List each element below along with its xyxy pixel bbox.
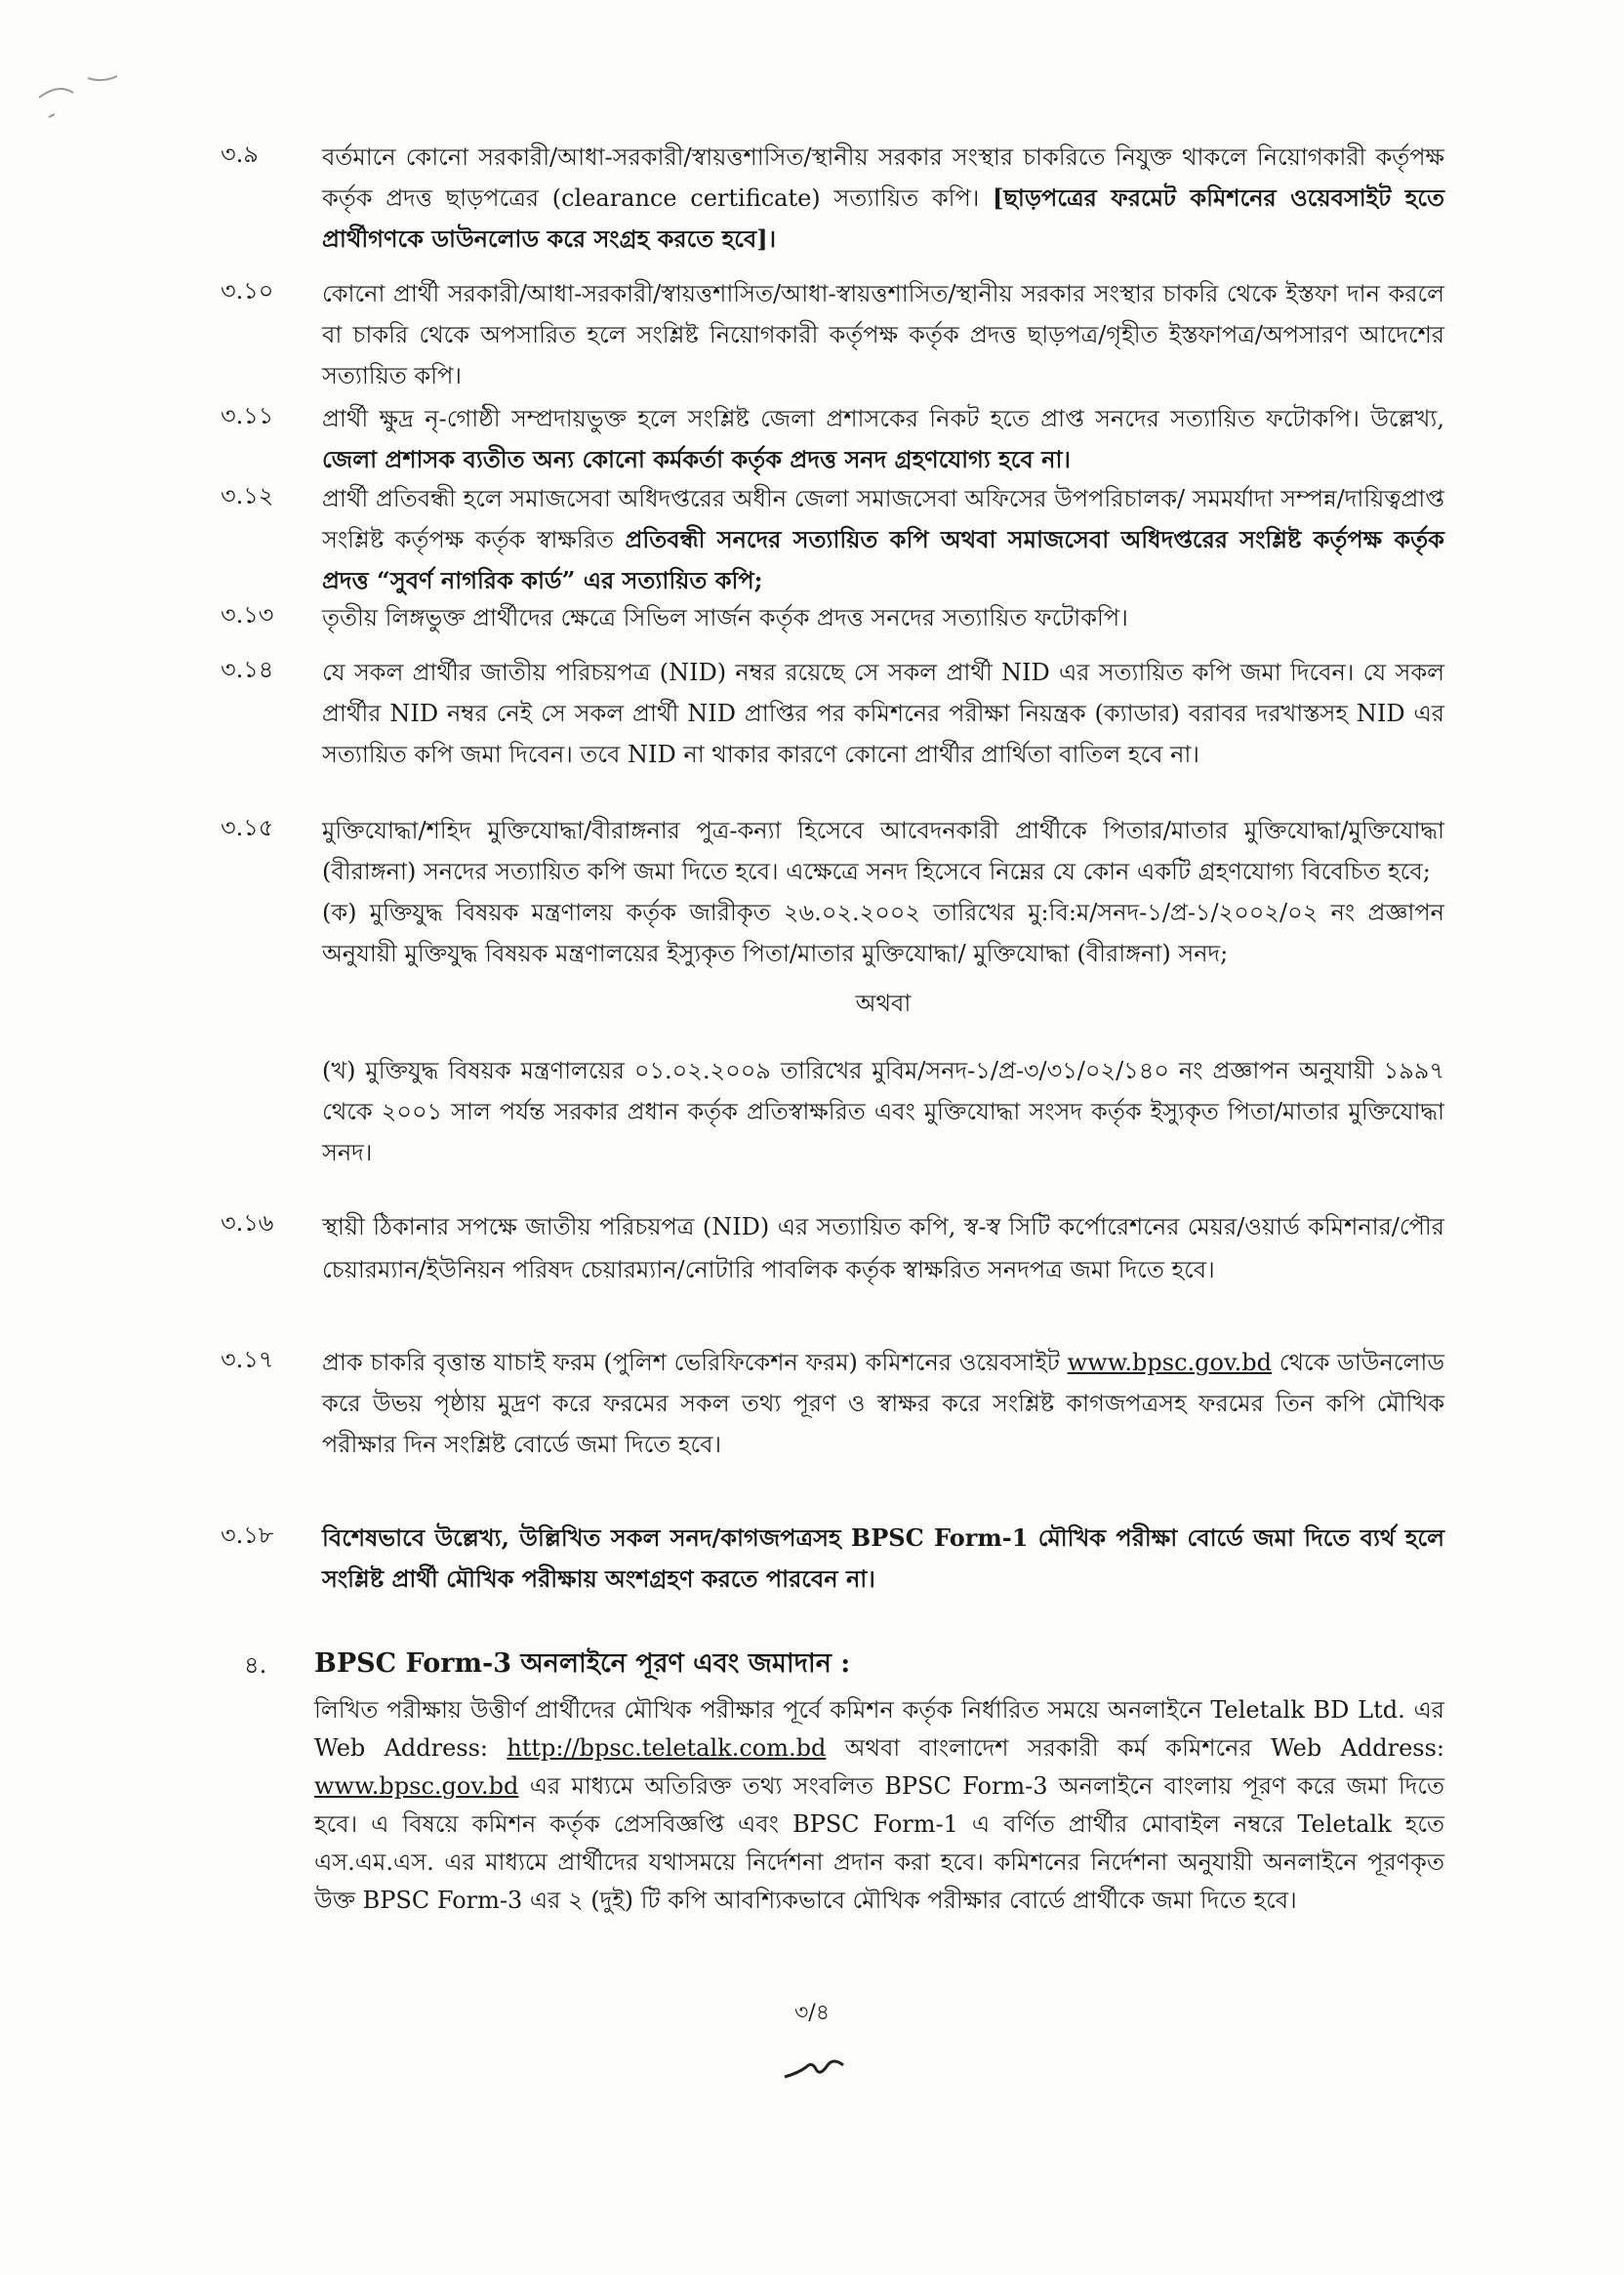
section-text: লিখিত পরীক্ষায় উত্তীর্ণ প্রার্থীদের মৌখিক পরীক্ষার পূর্বে কমিশন কর্তৃক নির্ধারিত সময়ে অনলাইনে Teletalk BD Ltd. এর Web Address:: [314, 1696, 1444, 1762]
item-text: বিশেষভাবে উল্লেখ্য, উল্লিখিত সকল সনদ/কাগজপত্রসহ BPSC Form-1 মৌখিক পরীক্ষা বোর্ডে জমা দিতে ব্যর্থ হলে সংশ্লিষ্ট প্রার্থী মৌখিক পরীক্ষায় অংশগ্রহণ করতে পারবেন না।: [322, 1523, 1444, 1593]
bpsc-link[interactable]: www.bpsc.gov.bd: [314, 1772, 519, 1800]
item-3-12: [221, 478, 1444, 601]
item-text: [322, 398, 1444, 480]
item-text: স্থায়ী ঠিকানার সপক্ষে জাতীয় পরিচয়পত্র (NID) এর সত্যায়িত কপি, স্ব-স্ব সিটি কর্পোরেশনের মেয়র/ওয়ার্ড কমিশনার/পৌর চেয়ারম্যান/ইউনিয়ন পরিষদ চেয়ারম্যান/নোটারি পাবলিক কর্তৃক স্বাক্ষরিত সনদপত্র জমা দিতে হবে।: [322, 1213, 1444, 1283]
item-number: ৩.১৭: [221, 1346, 274, 1373]
section-body: [314, 1691, 1444, 1920]
item-3-11: [221, 398, 1444, 480]
section-text: অথবা বাংলাদেশ সরকারী কর্ম কমিশনের Web Address:: [826, 1734, 1444, 1762]
item-text: মুক্তিযোদ্ধা/শহিদ মুক্তিযোদ্ধা/বীরাঙ্গনার পুত্র-কন্যা হিসেবে আবেদনকারী প্রার্থীকে পিতার/মাতার মুক্তিযোদ্ধা/মুক্তিযোদ্ধা (বীরাঙ্গনা) সনদের সত্যায়িত কপি জমা দিতে হবে। এক্ষেত্রে সনদ হিসেবে নিম্নের যে কোন একটি গ্রহণযোগ্য বিবেচিত হবে;: [322, 817, 1444, 885]
item-3-16: [221, 1205, 1444, 1291]
item-3-18: [221, 1518, 1444, 1600]
item-text: তৃতীয় লিঙ্গভুক্ত প্রার্থীদের ক্ষেত্রে সিভিল সার্জন কর্তৃক প্রদত্ত সনদের সত্যায়িত ফটোকপি।: [322, 604, 1128, 631]
website-link[interactable]: www.bpsc.gov.bd: [1067, 1349, 1273, 1376]
item-number: ৩.১৫: [221, 814, 274, 841]
page-number: ৩/৪: [794, 2001, 830, 2025]
item-text: [322, 1342, 1444, 1465]
section-title: BPSC Form-3 অনলাইনে পূরণ এবং জমাদান :: [314, 1648, 851, 1679]
item-text-bold: জেলা প্রশাসক ব্যতীত অন্য কোনো কর্মকর্তা কর্তৃক প্রদত্ত সনদ গ্রহণযোগ্য হবে না।: [322, 445, 1072, 473]
item-text-part: প্রাক চাকরি বৃত্তান্ত যাচাই ফরম (পুলিশ ভেরিফিকেশন ফরম) কমিশনের ওয়েবসাইট: [322, 1349, 1068, 1376]
item-3-13: [221, 597, 1444, 638]
item-text: [322, 137, 1444, 260]
item-number: ৩.১৪: [221, 656, 274, 683]
item-text-part: প্রার্থী প্রতিবন্ধী হলে সমাজসেবা অধিদপ্তরের অধীন জেলা সমাজসেবা অফিসের উপপরিচালক/ সমমর্যাদা সম্পন্ন/দায়িত্বপ্রাপ্ত সংশ্লিষ্ট কর্তৃপক্ষ কর্তৃক স্বাক্ষরিত: [322, 485, 1444, 553]
item-number: ৩.১৩: [221, 601, 274, 629]
section-text: এর মাধ্যমে অতিরিক্ত তথ্য সংবলিত BPSC Form-3 অনলাইনে বাংলায় পূরণ করে জমা দিতে হবে। এ বিষয়ে কমিশন কর্তৃক প্রেসবিজ্ঞপ্তি এবং BPSC Form-1 এ বর্ণিত প্রার্থীর মোবাইল নম্বরে Teletalk হতে এস.এম.এস. এর মাধ্যমে প্রার্থীদের যথাসময়ে নির্দেশনা প্রদান করা হবে। কমিশনের নির্দেশনা অনুযায়ী অনলাইনে পূরণকৃত উক্ত BPSC Form-3 এর ২ (দুই) টি কপি আবশ্যিকভাবে মৌখিক পরীক্ষার বোর্ডে প্রার্থীকে জমা দিতে হবে।: [314, 1772, 1444, 1914]
item-3-10: [221, 273, 1444, 396]
item-text: যে সকল প্রার্থীর জাতীয় পরিচয়পত্র (NID) নম্বর রয়েছে সে সকল প্রার্থী NID এর সত্যায়িত কপি জমা দিবেন। যে সকল প্রার্থীর NID নম্বর নেই সে সকল প্রার্থী NID প্রাপ্তির পর কমিশনের পরীক্ষা নিয়ন্ত্রক (ক্যাডার) বরাবর দরখাস্তসহ NID এর সত্যায়িত কপি জমা দিবেন। তবে NID না থাকার কারণে কোনো প্রার্থীর প্রার্থিতা বাতিল হবে না।: [322, 659, 1444, 768]
item-number: ৩.১১: [221, 402, 274, 429]
item-sub-b: (খ) মুক্তিযুদ্ধ বিষয়ক মন্ত্রণালয়ের ০১.০২.২০০৯ তারিখের মুবিম/সনদ-১/প্র-৩/৩১/০২/১৪০ নং প্রজ্ঞাপন অনুযায়ী ১৯৯৭ থেকে ২০০১ সাল পর্যন্ত সরকার প্রধান কর্তৃক প্রতিস্বাক্ষরিত এবং মুক্তিযোদ্ধা সংসদ কর্তৃক ইস্যুকৃত পিতা/মাতার মুক্তিযোদ্ধা সনদ।: [322, 1057, 1444, 1166]
item-number: ৩.৯: [221, 141, 259, 168]
item-number: ৩.১৮: [221, 1522, 274, 1549]
item-3-9: [221, 137, 1444, 260]
item-text: [322, 478, 1444, 601]
section-number: ৪.: [244, 1651, 267, 1679]
item-3-15: [221, 810, 1444, 1173]
item-text-part: বর্তমানে কোনো সরকারী/আধা-সরকারী/স্বায়ত্তশাসিত/স্থানীয় সরকার সংস্থার চাকরিতে নিযুক্ত থাকলে নিয়োগকারী কর্তৃপক্ষ কর্তৃক প্রদত্ত ছাড়পত্রের (clearance certificate) সত্যায়িত কপি।: [322, 143, 1444, 212]
scan-mark: [29, 59, 146, 127]
signature-mark: [781, 2050, 849, 2089]
or-separator: অথবা: [855, 990, 912, 1017]
item-3-14: [221, 652, 1444, 775]
item-sub-a: (ক) মুক্তিযুদ্ধ বিষয়ক মন্ত্রণালয় কর্তৃক জারীকৃত ২৬.০২.২০০২ তারিখের মু:বি:ম/সনদ-১/প্র-১/২০০২/০২ নং প্রজ্ঞাপন অনুযায়ী মুক্তিযুদ্ধ বিষয়ক মন্ত্রণালয়ের ইস্যুকৃত পিতা/মাতার মুক্তিযোদ্ধা/ মুক্তিযোদ্ধা (বীরাঙ্গনা) সনদ;: [322, 899, 1444, 967]
item-number: ৩.১৬: [221, 1209, 274, 1237]
item-3-17: [221, 1342, 1444, 1465]
item-text-bold: প্রতিবন্ধী সনদের সত্যায়িত কপি অথবা সমাজসেবা অধিদপ্তরের সংশ্লিষ্ট কর্তৃপক্ষ কর্তৃক প্রদত্ত “সুবর্ণ নাগরিক কার্ড” এর সত্যায়িত কপি;: [322, 525, 1444, 594]
item-number: ৩.১০: [221, 277, 274, 305]
item-text: কোনো প্রার্থী সরকারী/আধা-সরকারী/স্বায়ত্তশাসিত/আধা-স্বায়ত্তশাসিত/স্থানীয় সরকার সংস্থার চাকরি থেকে ইস্তফা দান করলে বা চাকরি থেকে অপসারিত হলে সংশ্লিষ্ট নিয়োগকারী কর্তৃপক্ষ কর্তৃক প্রদত্ত ছাড়পত্র/গৃহীত ইস্তফাপত্র/অপসারণ আদেশের সত্যায়িত কপি।: [322, 280, 1444, 389]
item-text-part: থেকে ডাউনলোড করে উভয় পৃষ্ঠায় মুদ্রণ করে ফরমের সকল তথ্য পূরণ ও স্বাক্ষর করে সংশ্লিষ্ট কাগজপত্রসহ ফরমের তিন কপি মৌখিক পরীক্ষার দিন সংশ্লিষ্ট বোর্ডে জমা দিতে হবে।: [322, 1349, 1444, 1458]
teletalk-link[interactable]: http://bpsc.teletalk.com.bd: [507, 1734, 827, 1762]
item-text-bold: [ছাড়পত্রের ফরমেট কমিশনের ওয়েবসাইট হতে প্রার্থীগণকে ডাউনলোড করে সংগ্রহ করতে হবে]।: [322, 183, 1444, 253]
item-number: ৩.১২: [221, 482, 274, 509]
item-text-part: প্রার্থী ক্ষুদ্র নৃ-গোষ্ঠী সম্প্রদায়ভুক্ত হলে সংশ্লিষ্ট জেলা প্রশাসকের নিকট হতে প্রাপ্ত সনদের সত্যায়িত ফটোকপি। উল্লেখ্য,: [322, 405, 1444, 432]
